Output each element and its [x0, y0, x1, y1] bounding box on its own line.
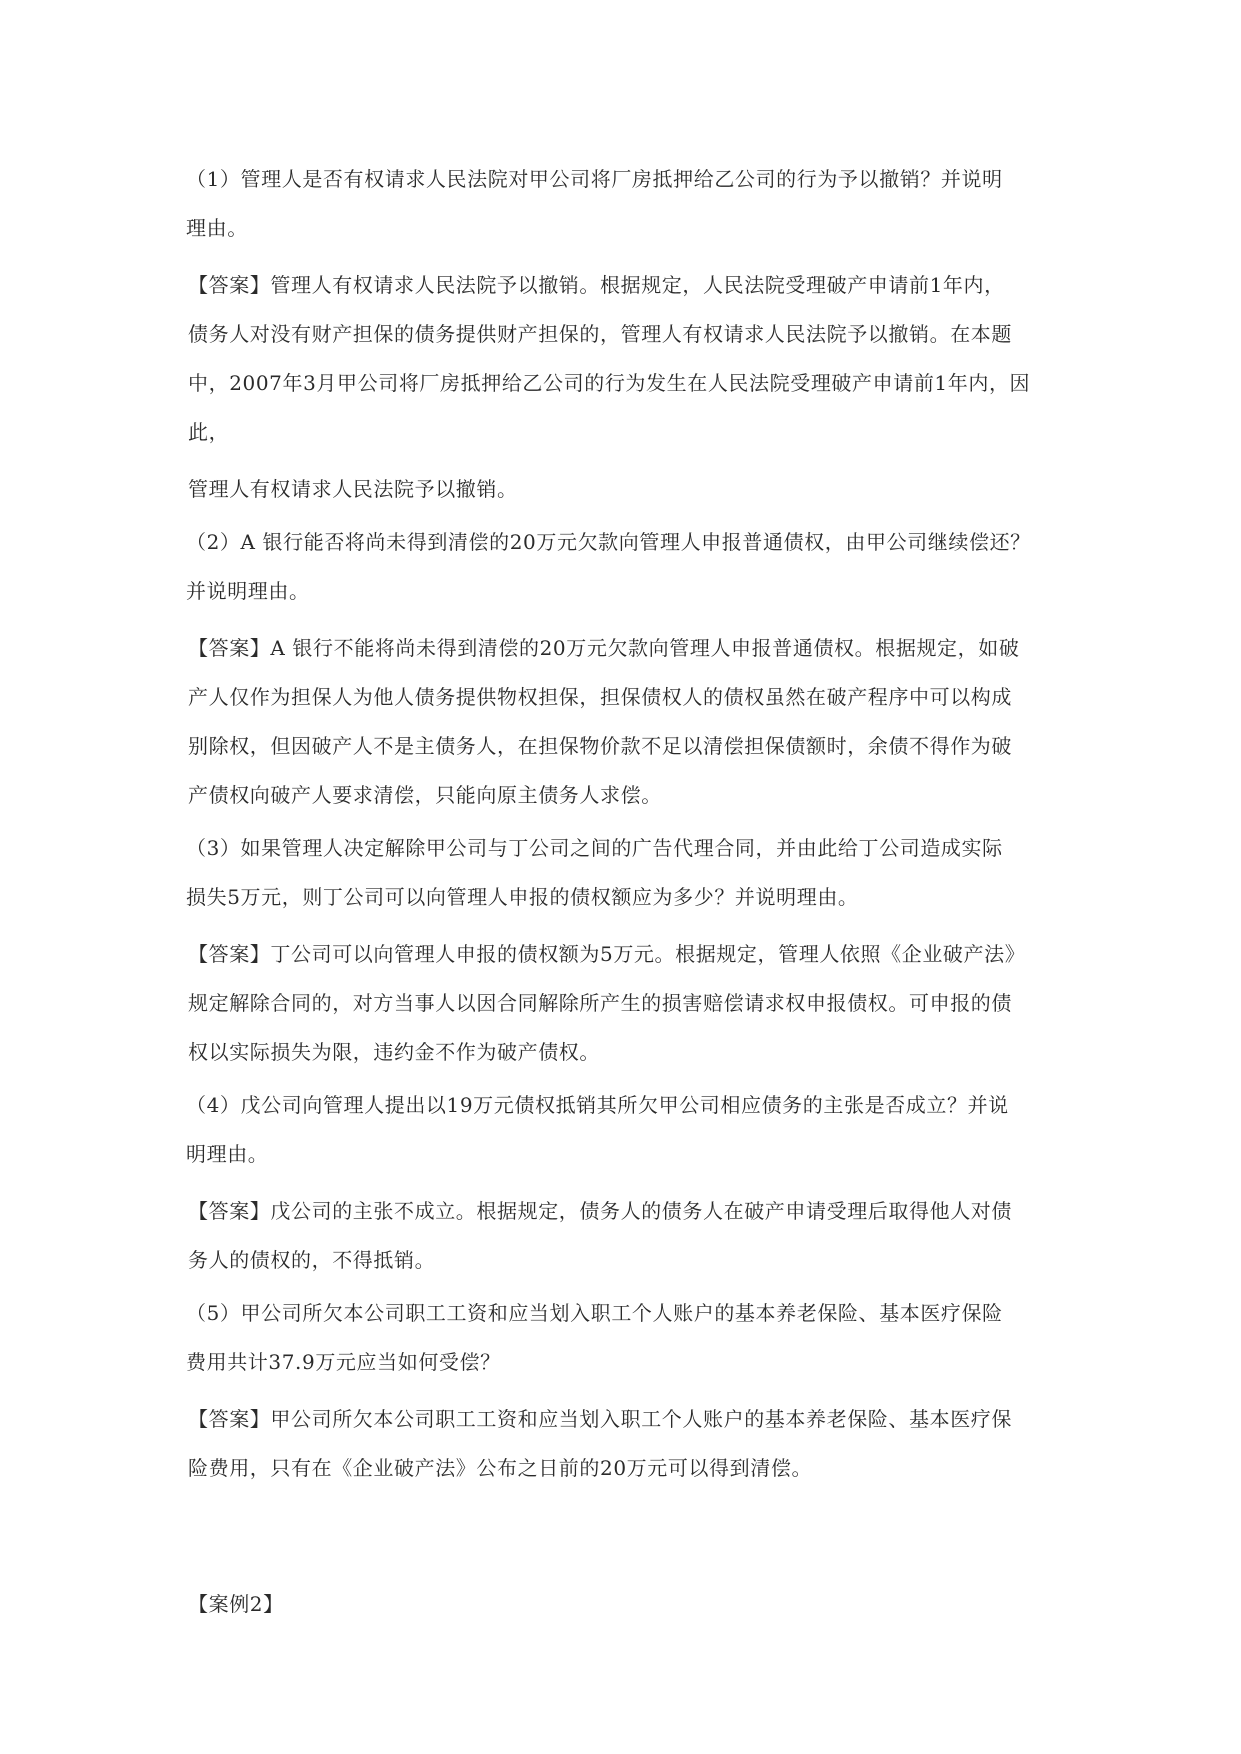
answer-3-line-3: 权以实际损失为限，违约金不作为破产债权。: [188, 1040, 600, 1064]
answer-4-line-1: 【答案】戊公司的主张不成立。根据规定，债务人的债务人在破产申请受理后取得他人对债: [188, 1199, 1012, 1223]
answer-3-line-1: 【答案】丁公司可以向管理人申报的债权额为5万元。根据规定，管理人依照《企业破产法》: [188, 942, 1026, 966]
answer-1-line-1: 【答案】管理人有权请求人民法院予以撤销。根据规定，人民法院受理破产申请前1年内，: [188, 273, 1005, 297]
answer-2-line-2: 产人仅作为担保人为他人债务提供物权担保，担保债权人的债权虽然在破产程序中可以构成: [188, 685, 1012, 709]
next-case-heading: 【案例2】: [188, 1592, 284, 1616]
question-2-line-1: （2）A 银行能否将尚未得到清偿的20万元欠款向管理人申报普通债权，由甲公司继续偿还？: [186, 530, 1031, 554]
qa-content: [188, 155, 1054, 1493]
answer-1-line-5: 管理人有权请求人民法院予以撤销。: [188, 477, 518, 501]
answer-1-line-3: 中，2007年3月甲公司将厂房抵押给乙公司的行为发生在人民法院受理破产申请前1年内，因: [188, 371, 1031, 395]
question-1: [188, 155, 1054, 253]
answer-2-line-3: 别除权，但因破产人不是主债务人，在担保物价款不足以清偿担保债额时，余债不得作为破: [188, 734, 1012, 758]
question-1-line-2: 理由。: [186, 216, 248, 240]
question-2: [188, 518, 1054, 616]
answer-5: [188, 1395, 1054, 1493]
question-4-line-1: （4）戊公司向管理人提出以19万元债权抵销其所欠甲公司相应债务的主张是否成立？并说: [186, 1093, 1009, 1117]
answer-1-line-2: 债务人对没有财产担保的债务提供财产担保的，管理人有权请求人民法院予以撤销。在本题: [188, 322, 1012, 346]
answer-1: [188, 261, 1054, 514]
answer-3-line-2: 规定解除合同的，对方当事人以因合同解除所产生的损害赔偿请求权申报债权。可申报的债: [188, 991, 1012, 1015]
answer-2: [188, 624, 1054, 820]
question-5-line-2: 费用共计37.9万元应当如何受偿？: [186, 1350, 501, 1374]
question-5: [188, 1289, 1054, 1387]
question-5-line-1: （5）甲公司所欠本公司职工工资和应当划入职工个人账户的基本养老保险、基本医疗保险: [186, 1301, 1003, 1325]
question-3-line-2: 损失5万元，则丁公司可以向管理人申报的债权额应为多少？并说明理由。: [186, 885, 859, 909]
answer-2-line-4: 产债权向破产人要求清偿，只能向原主债务人求偿。: [188, 783, 662, 807]
question-3: [188, 824, 1054, 922]
question-1-line-1: （1）管理人是否有权请求人民法院对甲公司将厂房抵押给乙公司的行为予以撤销？并说明: [186, 167, 1003, 191]
answer-5-line-2: 险费用，只有在《企业破产法》公布之日前的20万元可以得到清偿。: [188, 1456, 813, 1480]
answer-2-line-1: 【答案】A 银行不能将尚未得到清偿的20万元欠款向管理人申报普通债权。根据规定，如破: [188, 636, 1020, 660]
question-3-line-1: （3）如果管理人决定解除甲公司与丁公司之间的广告代理合同，并由此给丁公司造成实际: [186, 836, 1003, 860]
answer-1-line-4: 此，: [188, 420, 230, 444]
answer-5-line-1: 【答案】甲公司所欠本公司职工工资和应当划入职工个人账户的基本养老保险、基本医疗保: [188, 1407, 1012, 1431]
answer-3: [188, 930, 1054, 1077]
answer-4-line-2: 务人的债权的，不得抵销。: [188, 1248, 436, 1272]
question-2-line-2: 并说明理由。: [186, 579, 310, 603]
question-4-line-2: 明理由。: [186, 1142, 269, 1166]
question-4: [188, 1081, 1054, 1179]
answer-4: [188, 1187, 1054, 1285]
